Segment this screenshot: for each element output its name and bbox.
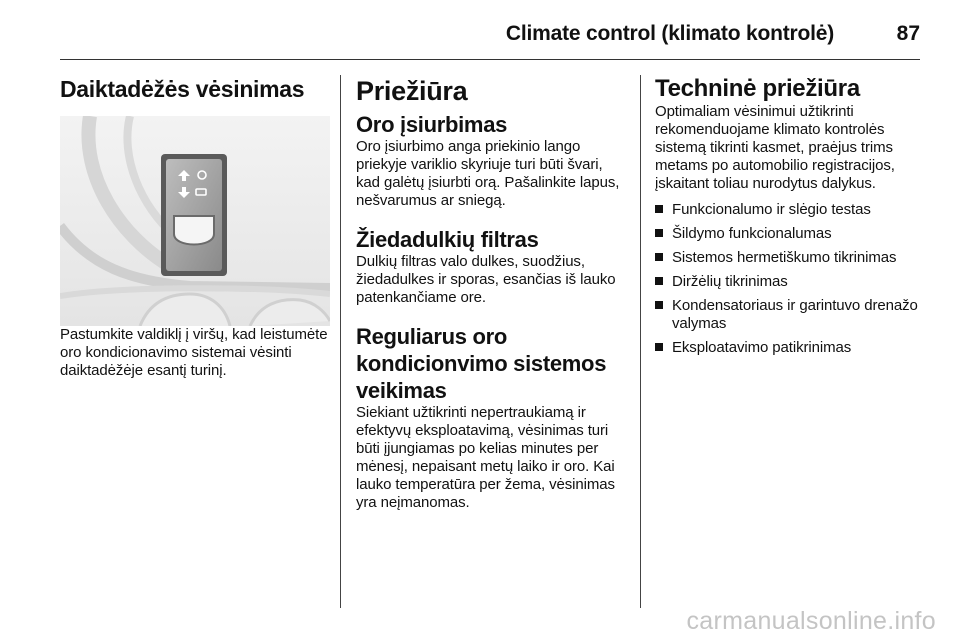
air-intake-text: Oro įsiurbimo anga priekinio lango priekyje variklio skyriuje turi būti švari, kad galėtų įsiurbti orą. Pašalinkite lapus, nešvarumus ar sniegą.	[356, 138, 620, 209]
bullet-icon	[655, 343, 663, 351]
glovebox-cooling-heading: Daiktadėžės vėsinimas	[60, 76, 305, 102]
list-item: Šildymo funkcionalumas	[655, 225, 923, 243]
column-glovebox-cooling	[60, 75, 330, 380]
list-item: Eksploatavimo patikrinimas	[655, 339, 923, 357]
pollen-filter-text: Dulkių filtras valo dulkes, suodžius, žiedadulkes ir sporas, esančias iš lauko patenkančiame ore.	[356, 253, 616, 306]
header-divider	[60, 59, 920, 60]
bullet-icon	[655, 205, 663, 213]
service-heading: Techninė priežiūra	[655, 75, 860, 102]
bullet-icon	[655, 277, 663, 285]
service-checklist	[655, 201, 923, 357]
column-divider-1	[340, 75, 341, 608]
ac-operation-text: Siekiant užtikrinti nepertraukiamą ir efektyvų eksploatavimą, vėsinimas turi būti įjungiamas po kelias minutes per mėnesį, nepaisant metų laiko ir oro. Kai lauko temperatūra per žema, vėsinimas yra neįmanomas.	[356, 404, 615, 511]
page-number: 87	[896, 22, 920, 45]
service-intro: Optimaliam vėsinimui užtikrinti rekomenduojame klimato kontrolės sistemą tikrinti kasmet, praėjus trims metams po automobilio registracijos, įskaitant toliau nurodytus dalykus.	[655, 103, 895, 192]
list-item: Diržėlių tikrinimas	[655, 273, 923, 291]
glovebox-cooling-caption: Pastumkite valdiklį į viršų, kad leistumėte oro kondicionavimo sistemai vėsinti daiktadėžėje esantį turinį.	[60, 326, 328, 379]
bullet-icon	[655, 229, 663, 237]
ac-operation-heading: Reguliarus oro kondicionvimo sistemos veikimas	[356, 324, 607, 403]
column-divider-2	[640, 75, 641, 608]
bullet-icon	[655, 301, 663, 309]
watermark: carmanualsonline.info	[686, 607, 936, 635]
header-title: Climate control (klimato kontrolė)	[505, 22, 834, 45]
bullet-icon	[655, 253, 663, 261]
pollen-filter-heading: Žiedadulkių filtras	[356, 227, 539, 252]
maintenance-heading: Priežiūra	[356, 76, 468, 106]
column-service	[655, 75, 923, 363]
column-maintenance	[356, 75, 628, 512]
list-item: Kondensatoriaus ir garintuvo drenažo valymas	[655, 297, 923, 333]
page-header	[60, 18, 920, 54]
air-intake-heading: Oro įsiurbimas	[356, 112, 508, 137]
list-item: Funkcionalumo ir slėgio testas	[655, 201, 923, 219]
list-item: Sistemos hermetiškumo tikrinimas	[655, 249, 923, 267]
cooling-lever-illustration-icon	[60, 116, 330, 326]
